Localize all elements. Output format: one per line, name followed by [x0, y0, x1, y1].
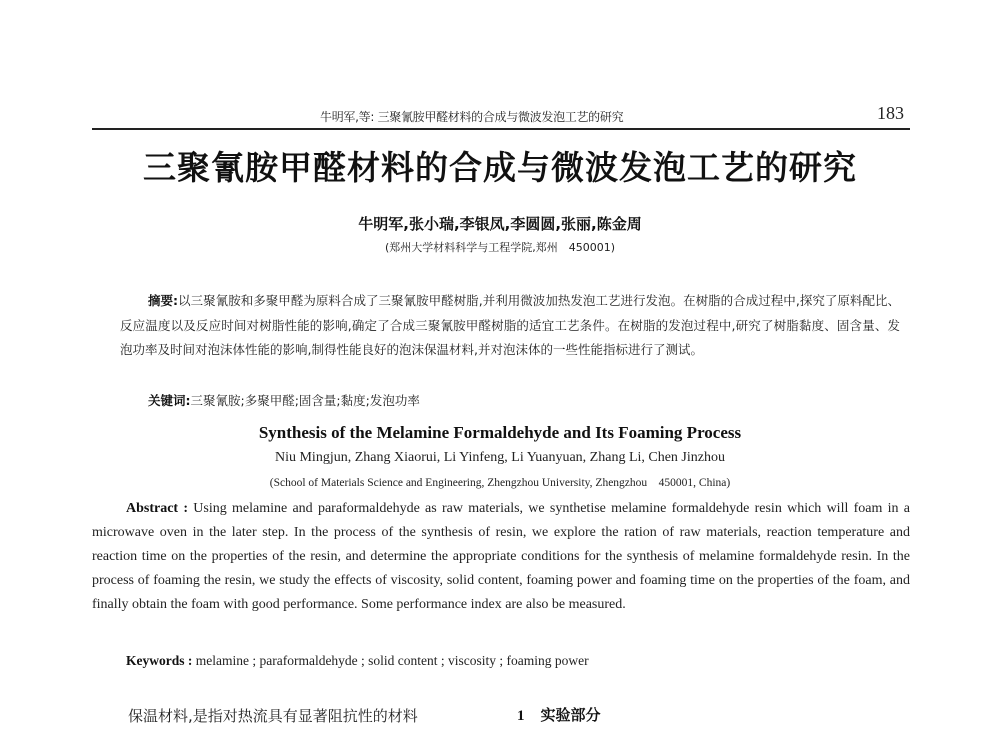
- body-left-column-text: 保温材料,是指对热流具有显著阻抗性的材料: [128, 707, 418, 725]
- keywords-english: [126, 653, 906, 669]
- page-number: 183: [877, 103, 904, 123]
- authors-english: Niu Mingjun, Zhang Xiaorui, Li Yinfeng, Li Yuanyuan, Zhang Li, Chen Jinzhou: [274, 450, 725, 465]
- running-header: [92, 104, 910, 130]
- section-number: 1: [517, 708, 525, 724]
- affiliation-chinese: (郑州大学材料科学与工程学院,郑州 450001): [384, 241, 616, 254]
- abstract-english-label: Abstract :: [126, 501, 189, 516]
- keywords-english-label: Keywords :: [126, 653, 193, 668]
- keywords-english-text: melamine ; paraformaldehyde ; solid content ; viscosity ; foaming power: [195, 653, 589, 668]
- paper-title-english: Synthesis of the Melamine Formaldehyde and Its Foaming Process: [258, 423, 742, 442]
- section-heading: [517, 704, 601, 725]
- abstract-chinese-label: 摘要:: [148, 293, 179, 308]
- keywords-chinese-label: 关键词:: [148, 393, 191, 408]
- keywords-chinese: [148, 391, 908, 409]
- running-header-text: 牛明军,等: 三聚氰胺甲醛材料的合成与微波发泡工艺的研究: [320, 110, 624, 124]
- abstract-english: [92, 497, 910, 617]
- abstract-chinese: [120, 289, 900, 363]
- abstract-chinese-text: 以三聚氰胺和多聚甲醛为原料合成了三聚氰胺甲醛树脂,并利用微波加热发泡工艺进行发泡。在树脂的合成过程中,探究了原料配比、反应温度以及反应时间对树脂性能的影响,确定了合成三聚氰胺甲醛树脂的适宜工艺条件。在树脂的发泡过程中,研究了树脂黏度、固含量、发泡功率及时间对泡沫体性能的影响,制得性能良好的泡沫保温材料,并对泡沫体的一些性能指标进行了测试。: [120, 293, 901, 357]
- abstract-english-text: Using melamine and paraformaldehyde as raw materials, we synthetise melamine formaldehyde resin which will foam in a microwave oven in the later step. In the process of the synthesis of resin, we explore the ration of raw materials, reaction temperature and reaction time on the properties of the resin, and determine the appropriate conditions for the synthesis of melamine formaldehyde resin. In the process of foaming the resin, we study the effects of viscosity, solid content, foaming power and foaming time on the properties of the foam, and finally obtain the foam with good performance. Some performance index are also be measured.: [92, 501, 911, 612]
- paper-title-chinese: 三聚氰胺甲醛材料的合成与微波发泡工艺的研究: [143, 148, 857, 187]
- section-title: 实验部分: [540, 706, 601, 724]
- authors-chinese: 牛明军,张小瑞,李银凤,李圆圆,张丽,陈金周: [358, 215, 642, 233]
- affiliation-english: (School of Materials Science and Engineering, Zhengzhou University, Zhengzhou 450001, China): [269, 477, 731, 489]
- keywords-chinese-text: 三聚氰胺;多聚甲醛;固含量;黏度;发泡功率: [190, 393, 420, 408]
